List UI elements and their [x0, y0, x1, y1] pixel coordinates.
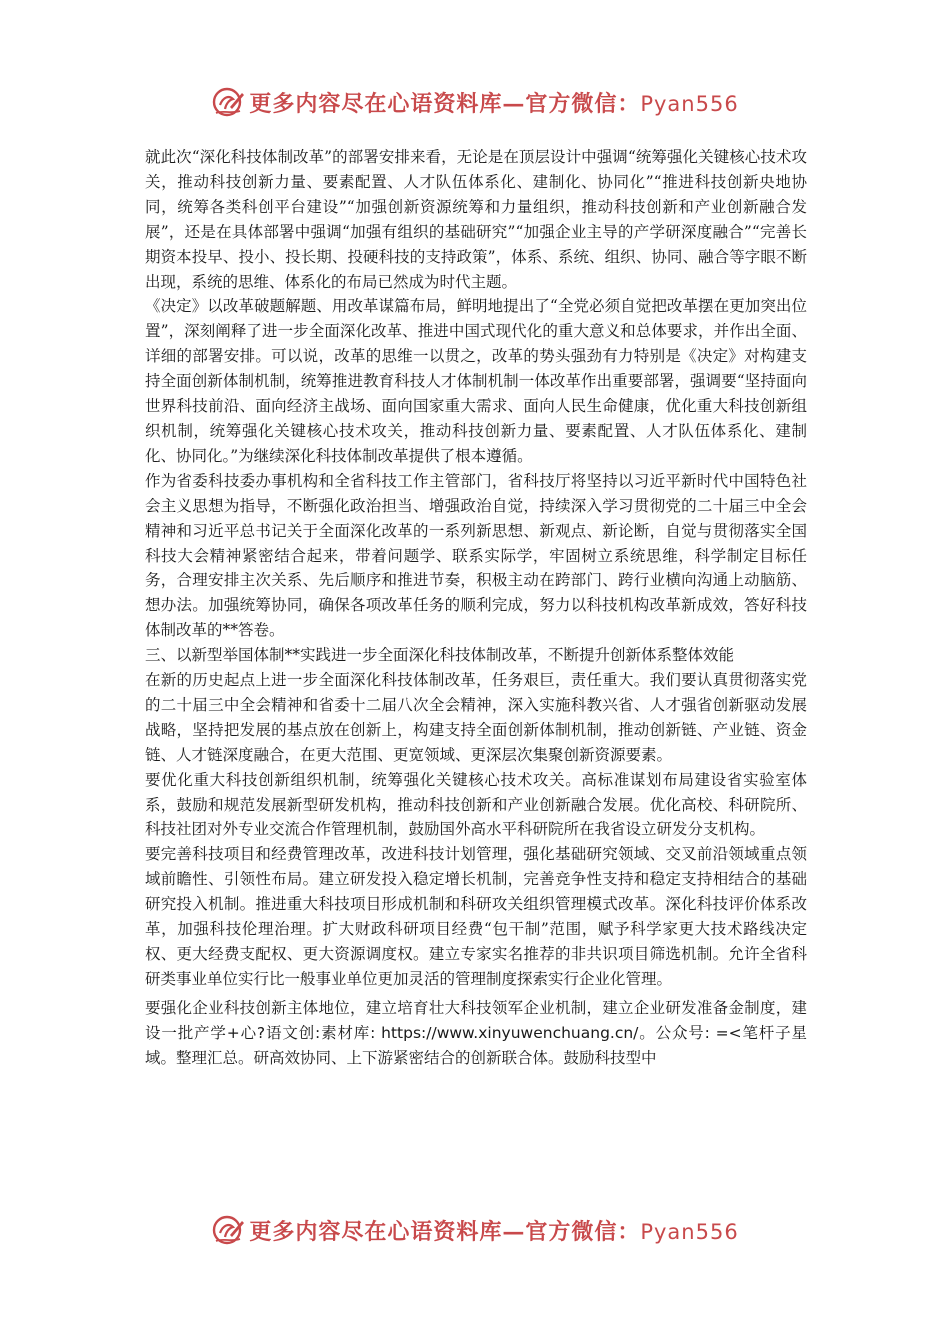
watermark-text: 更多内容尽在心语资料库—官方微信：Pyan556	[249, 90, 739, 117]
section-heading-3: 三、以新型举国体制**实践进一步全面深化科技体制改革，不断提升创新体系整体效能	[145, 646, 735, 665]
paragraph-1: 就此次“深化科技体制改革”的部署安排来看，无论是在顶层设计中强调“统筹强化关键核心技术攻关，推动科技创新力量、要素配置、人才队伍体系化、建制化、协同化”“推进科技创新央地协同，统筹各类科创平台建设”“加强创新资源统筹和力量组织，推动科技创新和产业创新融合发展”，还是在具体部署中强调“加强有组织的基础研究”“加强企业主导的产学研深度融合”“完善长期资本投早、投小、投长期、投硬科技的支持政策”，体系、系统、组织、协同、融合等字眼不断出现，系统的思维、体系化的布局已然成为时代主题。	[145, 148, 807, 291]
paragraph-5: 要优化重大科技创新组织机制，统筹强化关键核心技术攻关。高标准谋划布局建设省实验室体系，鼓励和规范发展新型研发机构，推动科技创新和产业创新融合发展。优化高校、科研院所、科技社团对外专业交流合作管理机制，鼓励国外高水平科研院所在我省设立研发分支机构。	[145, 770, 807, 839]
paragraph-2: 《决定》以改革破题解题、用改革谋篇布局，鲜明地提出了“全党必须自觉把改革摆在更加突出位置”，深刻阐释了进一步全面深化改革、推进中国式现代化的重大意义和总体要求，并作出全面、详细的部署安排。可以说，改革的思维一以贯之，改革的势头强劲有力特别是《决定》对构建支持全面创新体制机制，统筹推进教育科技人才体制机制一体改革作出重要部署，强调要“坚持面向世界科技前沿、面向经济主战场、面向国家重大需求、面向人民生命健康，优化重大科技创新组织机制，统筹强化关键核心技术攻关，推动科技创新力量、要素配置、人才队伍体系化、建制化、协同化。”为继续深化科技体制改革提供了根本遵循。	[145, 297, 807, 465]
paragraph-7: 要强化企业科技创新主体地位，建立培育壮大科技领军企业机制，建立企业研发准备金制度，建设一批产学+心?语文创:素材库: https://www.xinyuwenchuang.cn/。公众号: =<笔杆子星域。整理汇总。研高效协同、上下游紧密结合的创新联合体。鼓励科技型中	[145, 998, 807, 1067]
watermark-text: 更多内容尽在心语资料库—官方微信：Pyan556	[249, 1218, 739, 1245]
watermark-header	[0, 82, 950, 122]
pen-signature-logo-icon	[211, 85, 245, 119]
watermark-wechat-id: Pyan556	[640, 91, 739, 116]
paragraph-3: 作为省委科技委办事机构和全省科技工作主管部门，省科技厅将坚持以习近平新时代中国特色社会主义思想为指导，不断强化政治担当、增强政治自觉，持续深入学习贯彻党的二十届三中全会精神和习近平总书记关于全面深化改革的一系列新思想、新观点、新论断，自觉与贯彻落实全国科技大会精神紧密结合起来，带着问题学、联系实际学，牢固树立系统思维，科学制定目标任务，合理安排主次关系、先后顺序和推进节奏，积极主动在跨部门、跨行业横向沟通上动脑筋、想办法。加强统筹协同，确保各项改革任务的顺利完成，努力以科技机构改革新成效，答好科技体制改革的**答卷。	[145, 471, 807, 640]
paragraph-4: 在新的历史起点上进一步全面深化科技体制改革，任务艰巨，责任重大。我们要认真贯彻落实党的二十届三中全会精神和省委十二届八次全会精神，深入实施科教兴省、人才强省创新驱动发展战略，坚持把发展的基点放在创新上，构建支持全面创新体制机制，推动创新链、产业链、资金链、人才链深度融合，在更大范围、更宽领域、更深层次集聚创新资源要素。	[145, 671, 807, 764]
watermark-footer	[0, 1210, 950, 1250]
paragraph-6: 要完善科技项目和经费管理改革，改进科技计划管理，强化基础研究领域、交叉前沿领域重点领域前瞻性、引领性布局。建立研发投入稳定增长机制，完善竞争性支持和稳定支持相结合的基础研究投入机制。推进重大科技项目形成机制和科研攻关组织管理模式改革。深化科技评价体系改革，加强科技伦理治理。扩大财政科研项目经费“包干制”范围，赋予科学家更大技术路线决定权、更大经费支配权、更大资源调度权。建立专家实名推荐的非共识项目筛选机制。允许全省科研类事业单位实行比一般事业单位更加灵活的管理制度探索实行企业化管理。	[145, 845, 807, 988]
pen-signature-logo-icon	[211, 1213, 245, 1247]
document-body	[145, 145, 807, 1071]
watermark-wechat-id: Pyan556	[640, 1219, 739, 1244]
